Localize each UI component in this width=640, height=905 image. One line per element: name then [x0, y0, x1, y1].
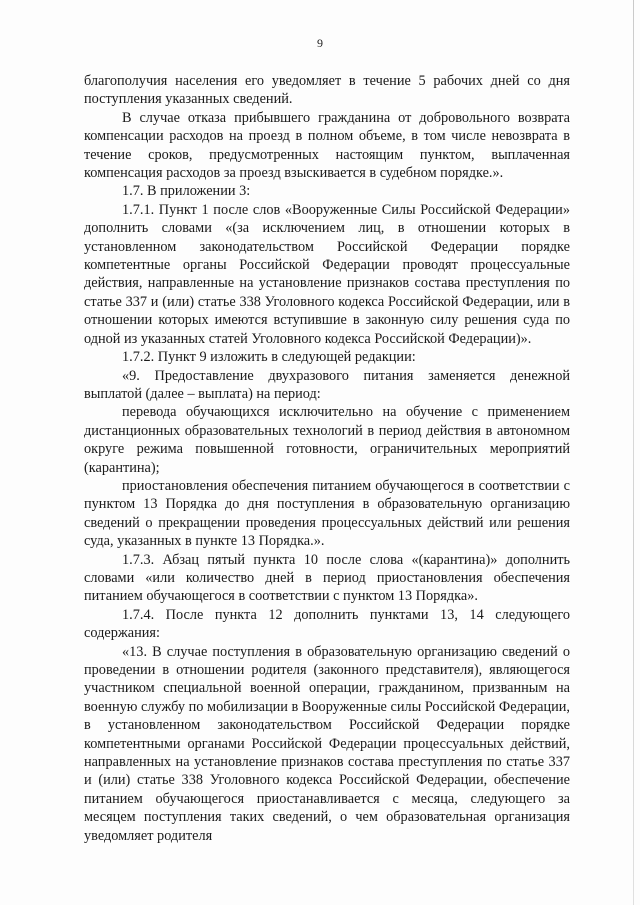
paragraph: 1.7.1. Пункт 1 после слов «Вооруженные Силы Российской Федерации» дополнить словами «(за исключением лиц, в отношении которых в установленном законодательством Российской Федерации порядке компетентные органы Российской Федерации проводят процессуальные действия, направленные на установление признаков состава преступления по статье 337 и (или) статье 338 Уголовного кодекса Российской Федерации, или в отношении которых имеются вступившие в законную силу решения суда по одной из указанных статей Уголовного кодекса Российской Федерации)».	[84, 201, 570, 347]
paragraph: В случае отказа прибывшего гражданина от добровольного возврата компенсации расходов на проезд в полном объеме, в том числе невозврата в течение сроков, предусмотренных настоящим пунктом, выплаченная компенсация расходов за проезд взыскивается в судебном порядке.».	[84, 109, 570, 182]
paragraph: 1.7. В приложении 3:	[122, 183, 251, 200]
paragraph: 1.7.4. После пункта 12 дополнить пунктами 13, 14 следующего содержания:	[84, 606, 570, 642]
paragraph: 1.7.2. Пункт 9 изложить в следующей редакции:	[122, 349, 416, 366]
document-body	[84, 72, 570, 845]
paragraph: благополучия населения его уведомляет в течение 5 рабочих дней со дня поступления указанных сведений.	[84, 73, 570, 108]
scan-edge	[633, 0, 634, 905]
paragraph: «9. Предоставление двухразового питания заменяется денежной выплатой (далее – выплата) на период:	[84, 367, 570, 402]
paragraph: «13. В случае поступления в образовательную организацию сведений о проведении в отношении родителя (законного представителя), являющегося участником специальной военной операции, гражданином, призванным на военную службу по мобилизации в Вооруженные силы Российской Федерации, в установленном законодательством Российской Федерации порядке компетентными органами Российской Федерации процессуальных действий, направленных на установление признаков состава преступления по статье 337 и (или) статье 338 Уголовного кодекса Российской Федерации, обеспечение питанием обучающегося приостанавливается с месяца, следующего за месяцем поступления таких сведений, о чем образовательная организация уведомляет родителя	[84, 643, 570, 844]
paragraph: перевода обучающихся исключительно на обучение с применением дистанционных образовательных технологий в период действия в автономном округе режима повышенной готовности, ограничительных мероприятий (карантина);	[84, 404, 570, 476]
paragraph: приостановления обеспечения питанием обучающегося в соответствии с пунктом 13 Порядка до дня поступления в образовательную организацию сведений о прекращении проведения процессуальных действий или решения суда, указанных в пункте 13 Порядка.».	[84, 477, 570, 550]
page-number: 9	[317, 36, 323, 50]
paragraph: 1.7.3. Абзац пятый пункта 10 после слова «(карантина)» дополнить словами «или количество дней в период приостановления обеспечения питанием обучающегося в соответствии с пунктом 13 Порядка».	[84, 551, 570, 605]
